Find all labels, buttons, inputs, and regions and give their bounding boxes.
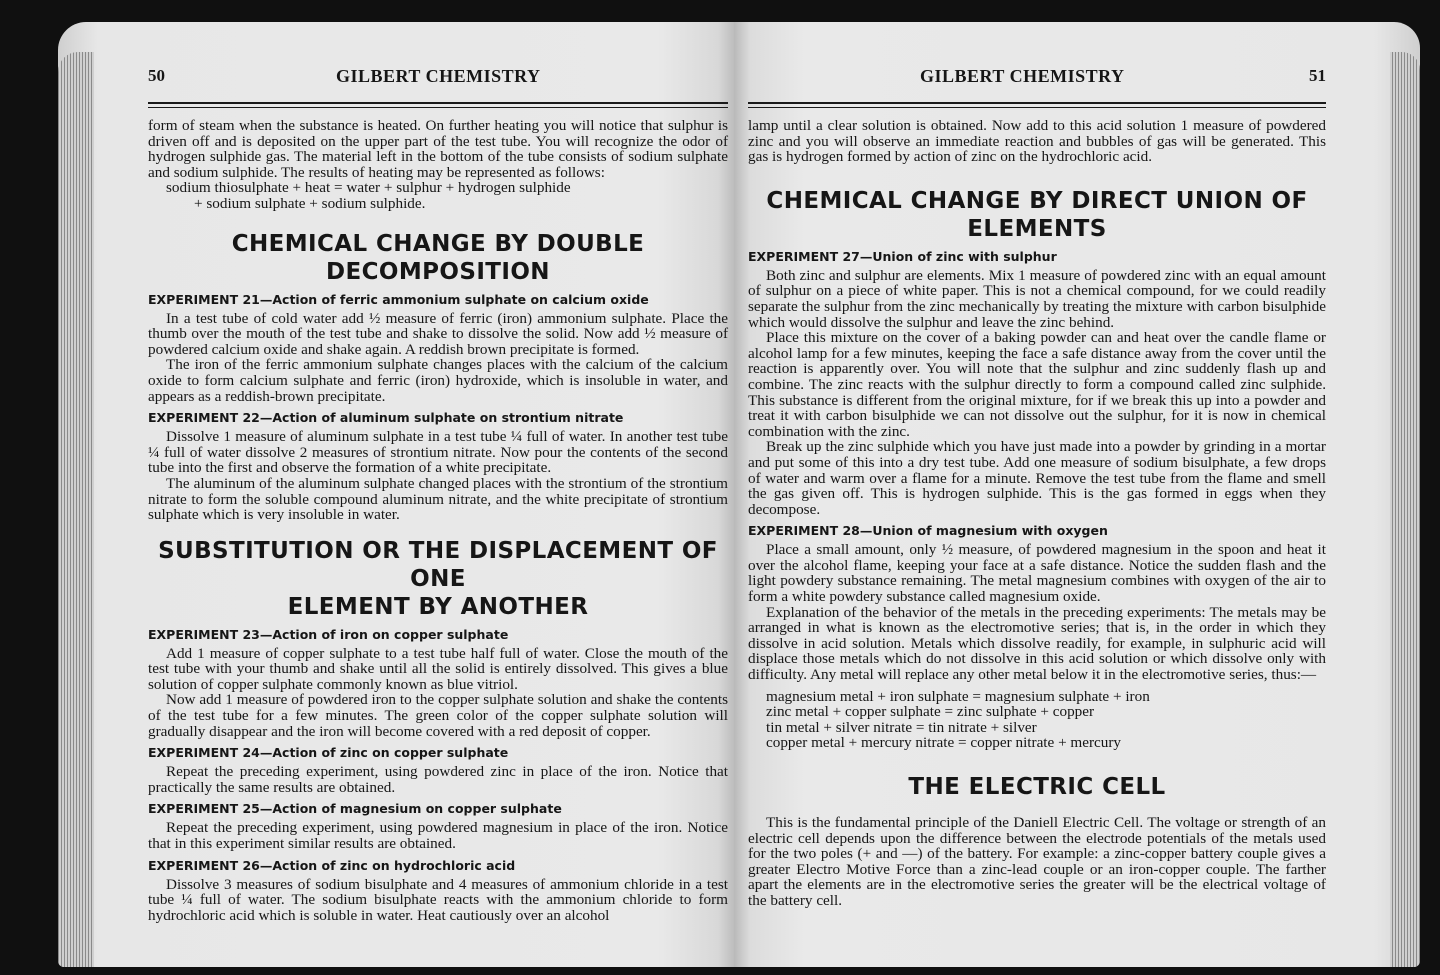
body-paragraph: In a test tube of cold water add ½ measure of ferric (iron) ammonium sulphate. Place the thumb over the mouth of the test tube and shake to dissolve the solid. Now add ½ measure of powdered calcium oxide and shake again. A reddish brown precipitate is formed. [148, 309, 728, 358]
body-paragraph: Explanation of the behavior of the metals in the preceding experiments: The metals may be arranged in what is known as the electromotive series; that is, in the order in which they dissolve in acid solution. Metals which dissolve readily, for example, in sulphuric acid will displace those metals which do not dissolve in this acid solution or which dissolve only with difficulty. Any metal will replace any other metal below it in the electromotive series, thus:— [748, 603, 1326, 684]
experiment-title: EXPERIMENT 25—Action of magnesium on copper sulphate [148, 801, 562, 817]
experiment-title: EXPERIMENT 28—Union of magnesium with oxygen [748, 523, 1108, 539]
section-heading: ELEMENTS [967, 215, 1107, 242]
body-paragraph: The aluminum of the aluminum sulphate changed places with the strontium of the strontium nitrate to form the soluble compound aluminum nitrate, and the white precipitate of strontium sulphate which is very insoluble in water. [148, 474, 728, 524]
body-paragraph: Dissolve 3 measures of sodium bisulphate and 4 measures of ammonium chloride in a test tube ¼ full of water. The sodium bisulphate reacts with the ammonium chloride to form hydrochloric acid which is soluble in water. Heat cautiously over an alcohol [148, 875, 728, 924]
page-number: 50 [148, 66, 165, 85]
running-title: GILBERT CHEMISTRY [336, 66, 541, 86]
page-number: 51 [1309, 66, 1326, 85]
body-paragraph: Break up the zinc sulphide which you have just made into a powder by grinding in a mortar and put some of this into a dry test tube. Add one measure of sodium bisulphate, a few drops of water and warm over a flame for a minute. Remove the test tube from the flame and smell the gas given off. This is hydrogen sulphide. This is the gas formed in eggs when they decompose. [748, 438, 1326, 518]
section-heading: CHEMICAL CHANGE BY DIRECT UNION OF [766, 187, 1308, 214]
running-header-left [148, 66, 728, 110]
body-paragraph: Repeat the preceding experiment, using powdered magnesium in place of the iron. Notice that in this experiment similar results are obtained. [148, 819, 728, 853]
body-paragraph: Add 1 measure of copper sulphate to a test tube half full of water. Close the mouth of the test tube with your thumb and shake until all the solid is entirely dissolved. This gives a blue solution of copper sulphate commonly known as blue vitriol. [148, 644, 728, 693]
right-page-content [748, 22, 1326, 909]
equation-line: + sodium sulphate + sodium sulphide. [194, 194, 426, 212]
experiment-title: EXPERIMENT 23—Action of iron on copper sulphate [148, 626, 509, 642]
open-book [58, 22, 1420, 970]
equation-line: sodium thiosulphate + heat = water + sulphur + hydrogen sulphide [166, 179, 571, 197]
page-edges-left [58, 52, 94, 967]
page-edges-right [1390, 52, 1420, 967]
section-heading: SUBSTITUTION OR THE DISPLACEMENT OF ONE [158, 537, 718, 592]
body-paragraph: Place this mixture on the cover of a baking powder can and heat over the candle flame or alcohol lamp for a few minutes, keeping the face a safe distance away from the cover until the reaction is apparently over. You will note that the sulphur and zinc suddenly flash up and combine. The zinc reacts with the sulphur directly to form a compound called zinc sulphide. This substance is different from the original mixture, for if we break this up into a powder and treat it with carbon bisulphide we can not dissolve out the sulphur, for it is now in chemical combination with the zinc. [748, 329, 1326, 440]
experiment-title: EXPERIMENT 24—Action of zinc on copper sulphate [148, 745, 509, 761]
series-equation: copper metal + mercury nitrate = copper nitrate + mercury [766, 734, 1122, 752]
section-heading: THE ELECTRIC CELL [908, 774, 1166, 800]
section-heading: CHEMICAL CHANGE BY DOUBLE DECOMPOSITION [231, 230, 645, 285]
running-header-right [748, 66, 1326, 110]
right-page [734, 22, 1420, 967]
series-equation: zinc metal + copper sulphate = zinc sulphate + copper [766, 703, 1095, 721]
running-title: GILBERT CHEMISTRY [920, 66, 1125, 86]
series-equation: magnesium metal + iron sulphate = magnesium sulphate + iron [766, 687, 1150, 705]
section-heading: ELEMENT BY ANOTHER [287, 593, 589, 620]
body-paragraph: The iron of the ferric ammonium sulphate changes places with the calcium of the calcium oxide to form calcium sulphate and ferric (iron) hydroxide, which is insoluble in water, and appears as a reddish-brown precipitate. [148, 356, 728, 405]
intro-paragraph: form of steam when the substance is heated. On further heating you will notice that sulphur is driven off and is deposited on the upper part of the test tube. You will recognize the odor of hydrogen sulphide gas. The material left in the bottom of the tube consists of sodium sulphate and sodium sulphide. The results of heating may be represented as follows: [148, 117, 728, 181]
body-paragraph: Now add 1 measure of powdered iron to the copper sulphate solution and shake the contents of the test tube for a few minutes. The green color of the copper sulphate solution will gradually disappear and the iron will become covered with a red deposit of copper. [148, 691, 728, 740]
experiment-title: EXPERIMENT 22—Action of aluminum sulphate on strontium nitrate [148, 410, 624, 426]
body-paragraph: Both zinc and sulphur are elements. Mix 1 measure of powdered zinc with an equal amount of sulphur on a piece of white paper. This is not a chemical compound, for we could readily separate the sulphur from the zinc mechanically by treating the mixture with carbon bisulphide which would dissolve the sulphur and leave the zinc behind. [748, 266, 1326, 331]
experiment-title: EXPERIMENT 27—Union of zinc with sulphur [748, 248, 1057, 264]
left-page [58, 22, 734, 967]
body-paragraph: Repeat the preceding experiment, using powdered zinc in place of the iron. Notice that practically the same results are obtained. [148, 763, 728, 796]
experiment-title: EXPERIMENT 26—Action of zinc on hydrochloric acid [148, 857, 516, 873]
experiment-title: EXPERIMENT 21—Action of ferric ammonium sulphate on calcium oxide [148, 291, 649, 307]
body-paragraph: Dissolve 1 measure of aluminum sulphate in a test tube ¼ full of water. In another test tube ¼ full of water dissolve 2 measures of strontium nitrate. Now pour the contents of the second tube into the first and observe the formation of a white precipitate. [148, 428, 728, 477]
body-paragraph: Place a small amount, only ½ measure, of powdered magnesium in the spoon and heat it over the alcohol flame, keeping your face at a safe distance. Notice the sudden flash and the light powdery substance remaining. The metal magnesium combines with oxygen of the air to form a white powdery substance called magnesium oxide. [748, 541, 1326, 606]
body-paragraph: This is the fundamental principle of the Daniell Electric Cell. The voltage or strength of an electric cell depends upon the difference between the electrode potentials of the metals used for the two poles (+ and —) of the battery. For example: a zinc-copper battery couple gives a greater Electro Motive Force than a zinc-lead couple or an iron-copper couple. The farther apart the elements are in the electromotive series the greater will be the electrical voltage of the battery cell. [748, 814, 1326, 909]
intro-paragraph: lamp until a clear solution is obtained. Now add to this acid solution 1 measure of powdered zinc and you will observe an immediate reaction and bubbles of gas will be generated. This gas is hydrogen formed by action of zinc on the hydrochloric acid. [748, 117, 1326, 166]
series-equation: tin metal + silver nitrate = tin nitrate + silver [766, 718, 1037, 736]
left-page-content [148, 22, 728, 923]
